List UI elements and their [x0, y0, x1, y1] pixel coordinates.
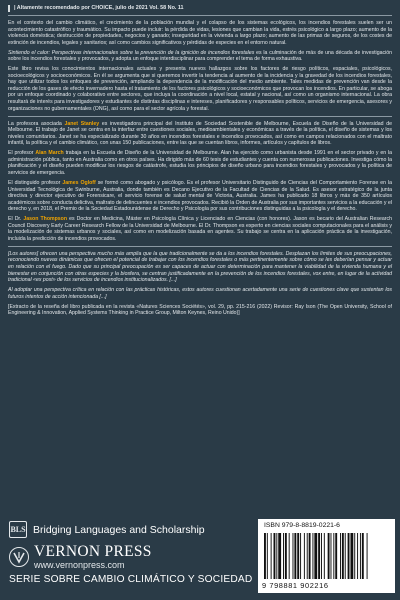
barcode-bar: [300, 533, 301, 579]
series-title: SERIE SOBRE CAMBIO CLIMÁTICO Y SOCIEDAD: [9, 574, 253, 585]
barcode-bar: [276, 533, 277, 579]
barcode-bar: [289, 533, 290, 579]
author-bio-prefix: El Dr.: [8, 216, 24, 223]
bls-branding: [9, 521, 205, 538]
barcode-bar: [293, 533, 294, 579]
barcode-bar: [307, 533, 308, 579]
barcode-bar: [348, 533, 350, 579]
barcode-bar: [345, 533, 346, 579]
barcode-bar: [328, 533, 330, 579]
review-quote-1: [Los autores] ofrecen una perspectiva mucho más amplia que la que tradicionalmente se da a los incendios forestales. Desplazan los límites de sus preocupaciones, reconociendo nuevas dinámicas que ofrecen el potencial de trabajar con los incendios forestales o más pertinentemente sobre cómo se les deberían pensar y actuar en relación con el fuego. Dado que su principal preocupación es ser capaces de actuar con determinación para mantener la viabilidad de la vivienda humana y el bienestar en conjunción con otras especies y la biosfera, se centran justificadamente en la prevención de los incendios forestales, vox entre, en lugar de la actividad tradicional «ex post» de los servicios de incendios institucionalizados. [...]: [8, 250, 392, 284]
barcode-bar: [271, 533, 272, 579]
bls-logo-icon: BLS: [9, 521, 27, 538]
divider: [8, 246, 392, 247]
author-bio-prefix: El distinguido profesor: [8, 179, 63, 186]
author-bio-march: [8, 150, 392, 176]
author-name-march: Alan March: [35, 150, 64, 157]
text-area: [8, 5, 392, 320]
author-bio-text: es investigadora principal del Instituto de Sociedad Sostenible de Melbourne, Escuela de Diseño de la Universidad de Melbourne. El trabajo de Janet se centra en la interfaz entre cuestiones sociales, medioambientales y económicas a través de la política, el diseño de sistemas y los niveles comunitarios. Janet se ha especializado durante 30 años en incendios forestales e incendios provocados, así como en campos relacionados con el maltrato infantil, la política y el cambio climático, con unas 150 publicaciones, entre las que se cuentan libros, informes, artículos y capítulos de libros.: [8, 120, 393, 147]
intro-paragraph-2: [8, 50, 392, 63]
barcode-bar: [331, 533, 332, 579]
barcode-bar: [285, 533, 287, 579]
intro-paragraph-1: En el contexto del cambio climático, el crecimiento de la población mundial y el colapso de los sistemas ecológicos, los incendios forestales suelen ser un acontecimiento catastrófico y traumático. Su impacto puede incluir: la pérdida de vidas, lesiones que cambian la vida, estrés psicológico a largo plazo; aumento de la violencia doméstica; destrucción de propiedades, negocios y ganado; inseguridad en la vivienda a largo plazo; aumento de las primas de seguros, de los costes de extinción de incendios, legales y sanitarios; así como cambios significativos y pérdidas de especies en el entorno natural.: [8, 20, 392, 46]
author-bio-prefix: La profesora asociada: [8, 120, 65, 127]
barcode-bar: [362, 533, 364, 579]
author-bio-thompson: [8, 216, 392, 242]
barcode-bar: [318, 533, 320, 579]
barcode-bar: [342, 533, 344, 579]
barcode-bar: [264, 533, 266, 579]
barcode-bar: [267, 533, 268, 579]
barcode-bar: [360, 533, 361, 579]
vernon-press-logo-icon: [9, 547, 29, 567]
barcode-bar: [278, 533, 281, 579]
barcode-bar: [274, 533, 276, 579]
barcode-bar: [312, 533, 313, 579]
book-title: Sintiendo el calor: Perspectivas internacionales sobre la prevención de la ignición de incendios forestales: [8, 49, 255, 56]
barcode-bar: [335, 533, 337, 579]
barcode-icon: [264, 533, 389, 579]
isbn-number: ISBN 979-8-8819-0221-6: [264, 522, 340, 529]
intro-paragraph-2-text: es la culminación de más de una década de investigación sobre los incendios forestales y provocados, y adopta un enfoque interdisciplinar para comprender el tema de forma exhaustiva.: [8, 49, 392, 63]
author-name-stanley: Janet Stanley: [64, 120, 100, 127]
barcode-bar: [321, 533, 322, 579]
review-quotes: [8, 251, 392, 300]
divider: [8, 116, 392, 117]
barcode-bar: [314, 533, 317, 579]
author-bio-ogloff: [8, 180, 392, 213]
barcode-bar: [357, 533, 358, 579]
barcode-bar: [340, 533, 341, 579]
publisher-name: VERNON PRESS: [34, 543, 152, 560]
author-name-thompson: Jason Thompson: [23, 216, 67, 223]
author-bio-text: trabaja en la Escuela de Diseño de la Universidad de Melbourne. Alan ha ejercido como urbanista desde 1991 en el sector privado y en la administración pública, tanto en Australia como en otros países. Ha dirigido más de 60 tesis de estudiantes y cuenta con numerosas publicaciones. Investiga cómo la planificación y el diseño pueden modificar los riesgos de catástrofe, estudia los principios de diseño urbano para incendios forestales y provocados y la política de servicios de emergencia.: [8, 150, 392, 176]
barcode-bar: [297, 533, 299, 579]
author-bio-stanley: [8, 121, 392, 147]
isbn-barcode: [258, 519, 395, 593]
barcode-bar: [294, 533, 296, 579]
choice-recommendation: | Altamente recomendado por CHOICE, julio de 2021 Vol. 58 No. 11: [8, 5, 392, 12]
publisher-url: www.vernonpress.com: [34, 560, 125, 570]
author-bio-text: se formó como abogado y psicólogo. Es el profesor Universitario Distinguido de Ciencias del Comportamiento Forense en la Universidad Tecnológica de Swinburne, Australia, donde también es Decano Ejecutivo de la Facultad de Ciencias de la Salud. Es asesor estratégico de la junta directiva y director ejecutivo de Forensicare, el servicio forense de salud mental de Victoria, Australia. James ha publicado 18 libros y más de 350 artículos académicos sobre conducta delictiva, maltrato de delincuentes e incendios provocados. Recibió la Orden de Australia por sus importantes servicios a la educación y el derecho y, en 2018, el Premio de la Sociedad Estadounidense de Derecho y Psicología por sus contribuciones distinguidas a la psicología y el derecho.: [8, 179, 392, 213]
review-quote-2: Al adoptar una perspectiva crítica en relación con las prácticas históricas, estos autores cuestionan acertadamente una serie de cuestiones clave que sustentan los futuros intentos de acción intencionada [...]: [8, 287, 392, 300]
vernon-press-name-block: [34, 544, 152, 570]
barcode-bar: [283, 533, 284, 579]
divider: [8, 15, 392, 16]
vernon-press-branding: [9, 544, 152, 570]
barcode-bar: [354, 533, 355, 579]
barcode-bar: [324, 533, 325, 579]
bls-tagline: Bridging Languages and Scholarship: [33, 523, 205, 536]
barcode-bar: [333, 533, 334, 579]
barcode-digits: 9 798881 902216: [262, 581, 329, 590]
barcode-bar: [304, 533, 305, 579]
author-bio-prefix: El profesor: [8, 150, 36, 157]
barcode-bar: [309, 533, 311, 579]
barcode-bar: [367, 533, 368, 579]
review-reference: [Extracto de la reseña del libro publicada en la revista «Natures Sciences Sociétés», vol. 29, pp. 215-216 (2022) Revisor: Ray Ison (The Open University, School of Engineering & Innovation, Applied Systems Thinking in Practice Group, Milton Keynes, Reino Unido)]: [8, 303, 392, 317]
author-name-ogloff: James Ogloff: [62, 179, 96, 186]
intro-paragraph-3: Este libro revisa los conocimientos internacionales actuales y presenta nuevos hallazgos sobre los factores de riesgo políticos, espaciales, psicológicos, socioecológicos y socioeconómicos. En él se argumenta que si queremos invertir la tendencia al aumento de la incidencia y la gravedad de los incendios forestales, hay que utilizar todos los enfoques de prevención, ampliando la dependencia de la modificación del medio ambiente. Tales medidas de prevención van desde la reducción de los gases de efecto invernadero hasta el tratamiento de los factores psicológicos y socioeconómicos que provocan los incendios. En particular, se aboga por un enfoque coordinado y colaborativo entre sectores, que incluya la coordinación a nivel local, estatal y nacional, así como un organismo internacional. La obra resultará de interés para investigadores y estudiantes de distintas disciplinas e intereses, planificadores y responsables políticos, servicios de emergencia, asesores y organizaciones no gubernamentales (ONG), así como para el sector agrícola y forestal.: [8, 66, 392, 112]
author-bio-text: es Doctor en Medicina, Máster en Psicología Clínica y Licenciado en Ciencias (con honores). Jason es becario del Australian Research Council Discovery Early Career Research Fellow de la Universidad de Melbourne. El Dr. Thompson es experto en ciencias sociales computacionales para el análisis y la modelización de sistemas urbanos y sociales, así como en modelización basada en agentes. Su trabajo se centra en la aplicación práctica de la investigación, incluida la predicción de incendios provocados.: [8, 216, 393, 242]
barcode-bar: [350, 533, 353, 579]
